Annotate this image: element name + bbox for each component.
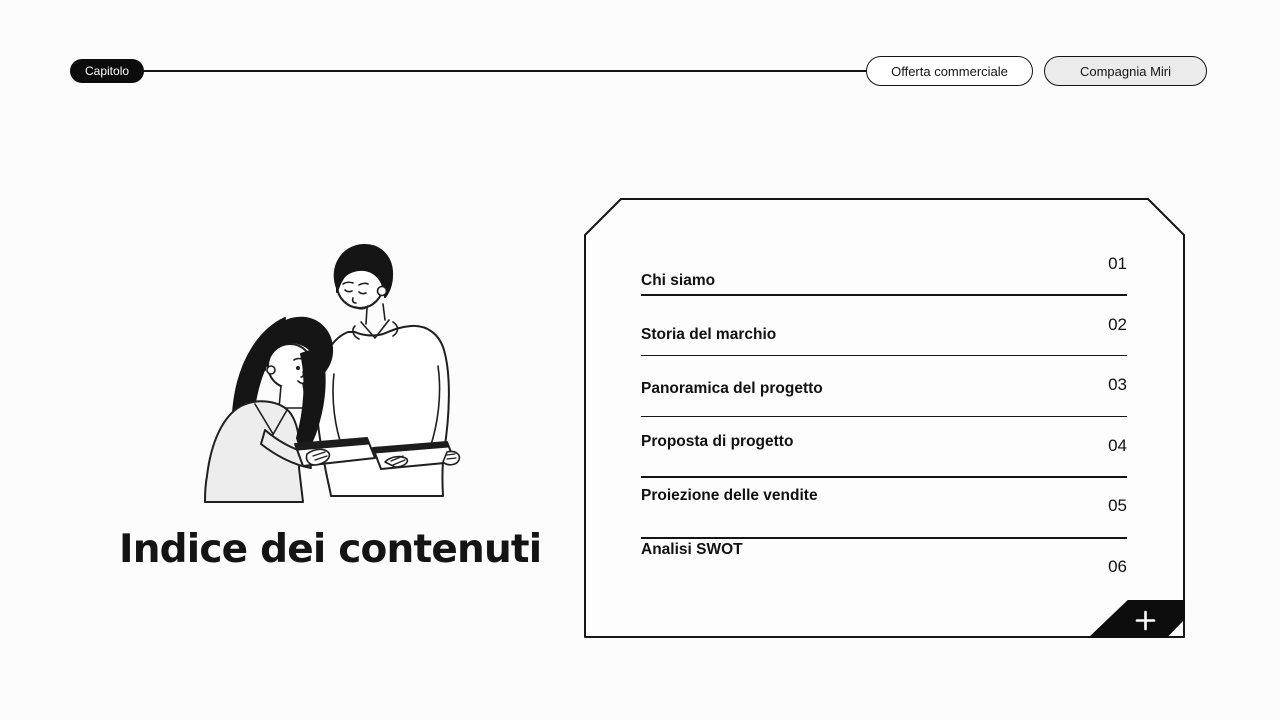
nav-pill-compagnia-miri[interactable]: Compagnia Miri [1044, 56, 1207, 86]
toc-item-number: 03 [1108, 375, 1127, 395]
page-title: Indice dei contenuti [119, 527, 542, 572]
panel-outline [584, 198, 1185, 638]
toc-item-title: Analisi SWOT [641, 541, 743, 558]
plus-icon [1135, 610, 1156, 631]
nav-pill-offerta-commerciale[interactable]: Offerta commerciale [866, 56, 1033, 86]
toc-divider [641, 294, 1127, 296]
toc-item-title: Proiezione delle vendite [641, 487, 818, 505]
toc-item-number: 04 [1108, 435, 1127, 455]
toc-divider [641, 537, 1127, 539]
toc-divider [641, 416, 1127, 418]
toc-item-title: Proposta di progetto [641, 433, 794, 451]
toc-item-number: 05 [1108, 496, 1127, 516]
toc-item-title: Chi siamo [641, 272, 716, 289]
two-people-tablets-illustration [195, 238, 480, 505]
connector-line [140, 70, 870, 72]
chapter-badge[interactable]: Capitolo [70, 59, 144, 83]
toc-item-title: Panoramica del progetto [641, 379, 823, 397]
toc-panel [584, 198, 1185, 638]
toc-item-number: 01 [1108, 254, 1127, 273]
toc-item-number: 02 [1108, 314, 1127, 334]
toc-item-title: Storia del marchio [641, 325, 777, 343]
toc-divider [641, 476, 1127, 478]
toc-divider [641, 355, 1127, 357]
toc-item-number: 06 [1108, 557, 1127, 576]
